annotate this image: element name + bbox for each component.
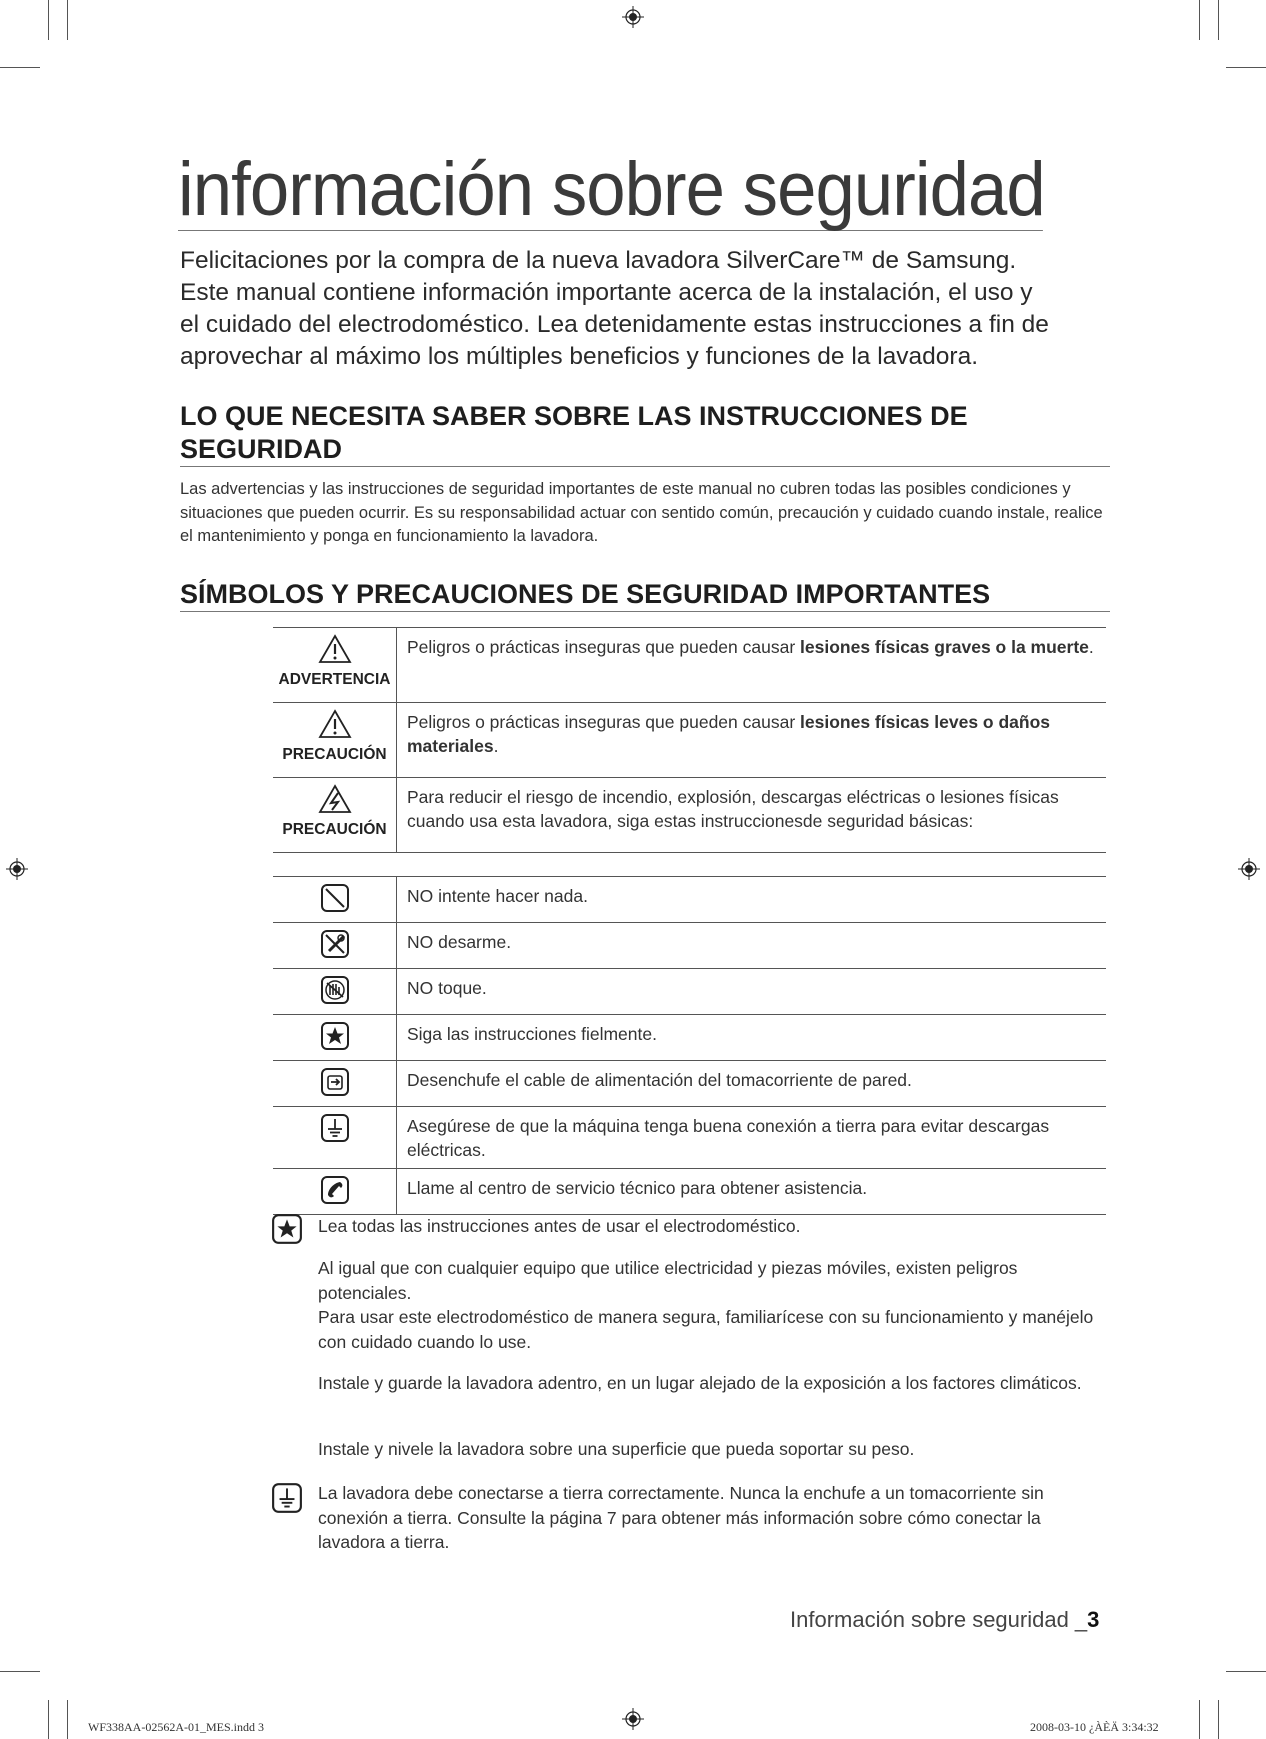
- warning-text-plain: Peligros o prácticas inseguras que pueden causar: [407, 637, 801, 657]
- crop-mark: [1226, 1671, 1266, 1672]
- registration-mark-icon: [6, 858, 28, 880]
- crop-mark: [0, 67, 40, 68]
- registration-mark-icon: [1238, 858, 1260, 880]
- note-ground: La lavadora debe conectarse a tierra correctamente. Nunca la enchufe a un tomacorriente sin conexión a tierra. Consulte la página 7 para obtener más información sobre cómo conectar la lavadora a tierra.: [318, 1483, 1044, 1552]
- crop-mark: [1199, 0, 1200, 40]
- table-row: [273, 1015, 1106, 1061]
- caution-text-bold: lesiones físicas leves o daños materiales: [407, 712, 1050, 756]
- note-read-all: Lea todas las instrucciones antes de usar el electrodoméstico.: [318, 1216, 801, 1236]
- follow-instructions-icon: [271, 1213, 303, 1245]
- warning-table: [273, 627, 1106, 853]
- section-body-instructions: Las advertencias y las instrucciones de seguridad importantes de este manual no cubren todas las posibles condiciones y situaciones que pueden ocurrir. Es su responsabilidad actuar con sentido común, precaución y cuidado cuando instale, realice el mantenimiento y ponga en funcionamiento la lavadora.: [180, 480, 1103, 545]
- page-number: 3: [1087, 1607, 1100, 1632]
- table-row: [273, 923, 1106, 969]
- symbol-icon-cell: [273, 923, 397, 969]
- footer-page-title: [790, 1607, 1099, 1633]
- symbol-icon-cell: [273, 969, 397, 1015]
- table-row: [273, 877, 1106, 923]
- crop-mark: [1218, 1700, 1219, 1739]
- unplug-icon: [320, 1067, 350, 1097]
- symbol-icon-cell: [273, 1061, 397, 1107]
- intro-line: aprovechar al máximo los múltiples beneficios y funciones de la lavadora.: [180, 343, 979, 370]
- warning-text: [397, 628, 1107, 703]
- crop-mark: [48, 0, 49, 40]
- no-touch-icon: [320, 975, 350, 1005]
- footer-title-text: Información sobre seguridad _: [790, 1607, 1088, 1632]
- caution-triangle-icon: [318, 709, 352, 739]
- symbol-icon-cell: [273, 1107, 397, 1169]
- intro-line: Este manual contiene información importante acerca de la instalación, el uso y: [180, 279, 1033, 306]
- symbol-text: Asegúrese de que la máquina tenga buena conexión a tierra para evitar descargas eléctricas.: [397, 1107, 1107, 1169]
- symbol-text: Siga las instrucciones fielmente.: [397, 1015, 1107, 1061]
- table-row: [273, 1061, 1106, 1107]
- registration-mark-icon: [622, 1708, 644, 1730]
- electric-caution-label: PRECAUCIÓN: [282, 821, 387, 838]
- symbol-text: NO toque.: [397, 969, 1107, 1015]
- section-heading-instructions: LO QUE NECESITA SABER SOBRE LAS INSTRUCCIONES DE SEGURIDAD: [180, 400, 1110, 467]
- follow-instructions-icon: [320, 1021, 350, 1051]
- table-row: [273, 628, 1106, 703]
- caution-text-tail: .: [493, 736, 499, 756]
- no-disassemble-icon: [320, 929, 350, 959]
- electric-caution-icon-cell: [273, 778, 397, 853]
- caution-label: PRECAUCIÓN: [282, 746, 387, 763]
- crop-mark: [0, 1671, 40, 1672]
- crop-mark: [1218, 0, 1219, 40]
- table-row: [273, 1107, 1106, 1169]
- symbol-icon-cell: [273, 1169, 397, 1215]
- electric-caution-icon: [318, 784, 352, 814]
- note-paragraph: Instale y nivele la lavadora sobre una superficie que pueda soportar su peso.: [318, 1439, 915, 1459]
- note-paragraph: Para usar este electrodoméstico de manera segura, familiarícese con su funcionamiento y manéjelo con cuidado cuando lo use.: [318, 1307, 1094, 1352]
- caution-text-plain: Peligros o prácticas inseguras que pueden causar: [407, 712, 801, 732]
- table-row: [273, 778, 1106, 853]
- symbol-text: NO intente hacer nada.: [397, 877, 1107, 923]
- table-row: [273, 703, 1106, 778]
- intro-line: el cuidado del electrodoméstico. Lea detenidamente estas instrucciones a fin de: [180, 311, 1049, 338]
- symbol-icon-cell: [273, 877, 397, 923]
- table-row: [273, 969, 1106, 1015]
- section-heading-symbols: SÍMBOLOS Y PRECAUCIONES DE SEGURIDAD IMPORTANTES: [180, 578, 1110, 612]
- ground-icon: [271, 1482, 303, 1514]
- electric-caution-text: Para reducir el riesgo de incendio, explosión, descargas eléctricas o lesiones físicas cuando usa esta lavadora, siga estas instruccionesde seguridad básicas:: [397, 778, 1107, 853]
- intro-line: Felicitaciones por la compra de la nueva lavadora SilverCare™ de Samsung.: [180, 247, 1017, 274]
- symbol-text: NO desarme.: [397, 923, 1107, 969]
- crop-mark: [1226, 67, 1266, 68]
- registration-mark-icon: [622, 6, 644, 28]
- crop-mark: [67, 0, 68, 40]
- symbol-table: [273, 876, 1106, 1215]
- warning-text-bold: lesiones físicas graves o la muerte: [800, 637, 1089, 657]
- symbol-text: Llame al centro de servicio técnico para obtener asistencia.: [397, 1169, 1107, 1215]
- warning-text-tail: .: [1088, 637, 1094, 657]
- symbol-text: Desenchufe el cable de alimentación del tomacorriente de pared.: [397, 1061, 1107, 1107]
- date-slug: 2008-03-10 ¿ÀÈÄ 3:34:32: [1030, 1720, 1159, 1734]
- note-paragraph: Al igual que con cualquier equipo que utilice electricidad y piezas móviles, existen peligros potenciales.: [318, 1258, 1018, 1303]
- warning-label: ADVERTENCIA: [278, 671, 391, 688]
- ground-icon: [320, 1113, 350, 1143]
- crop-mark: [48, 1700, 49, 1739]
- intro-paragraph: [180, 245, 1110, 373]
- symbol-icon-cell: [273, 1015, 397, 1061]
- warning-icon-cell: [273, 628, 397, 703]
- note-paragraph: Instale y guarde la lavadora adentro, en un lugar alejado de la exposición a los factores climáticos.: [318, 1373, 1082, 1393]
- table-row: [273, 1169, 1106, 1215]
- prohibited-icon: [320, 883, 350, 913]
- caution-text: [397, 703, 1107, 778]
- page-title: información sobre seguridad: [178, 147, 1045, 232]
- file-slug: WF338AA-02562A-01_MES.indd 3: [88, 1720, 264, 1734]
- caution-icon-cell: [273, 703, 397, 778]
- call-service-icon: [320, 1175, 350, 1205]
- warning-triangle-icon: [318, 634, 352, 664]
- crop-mark: [67, 1700, 68, 1739]
- crop-mark: [1199, 1700, 1200, 1739]
